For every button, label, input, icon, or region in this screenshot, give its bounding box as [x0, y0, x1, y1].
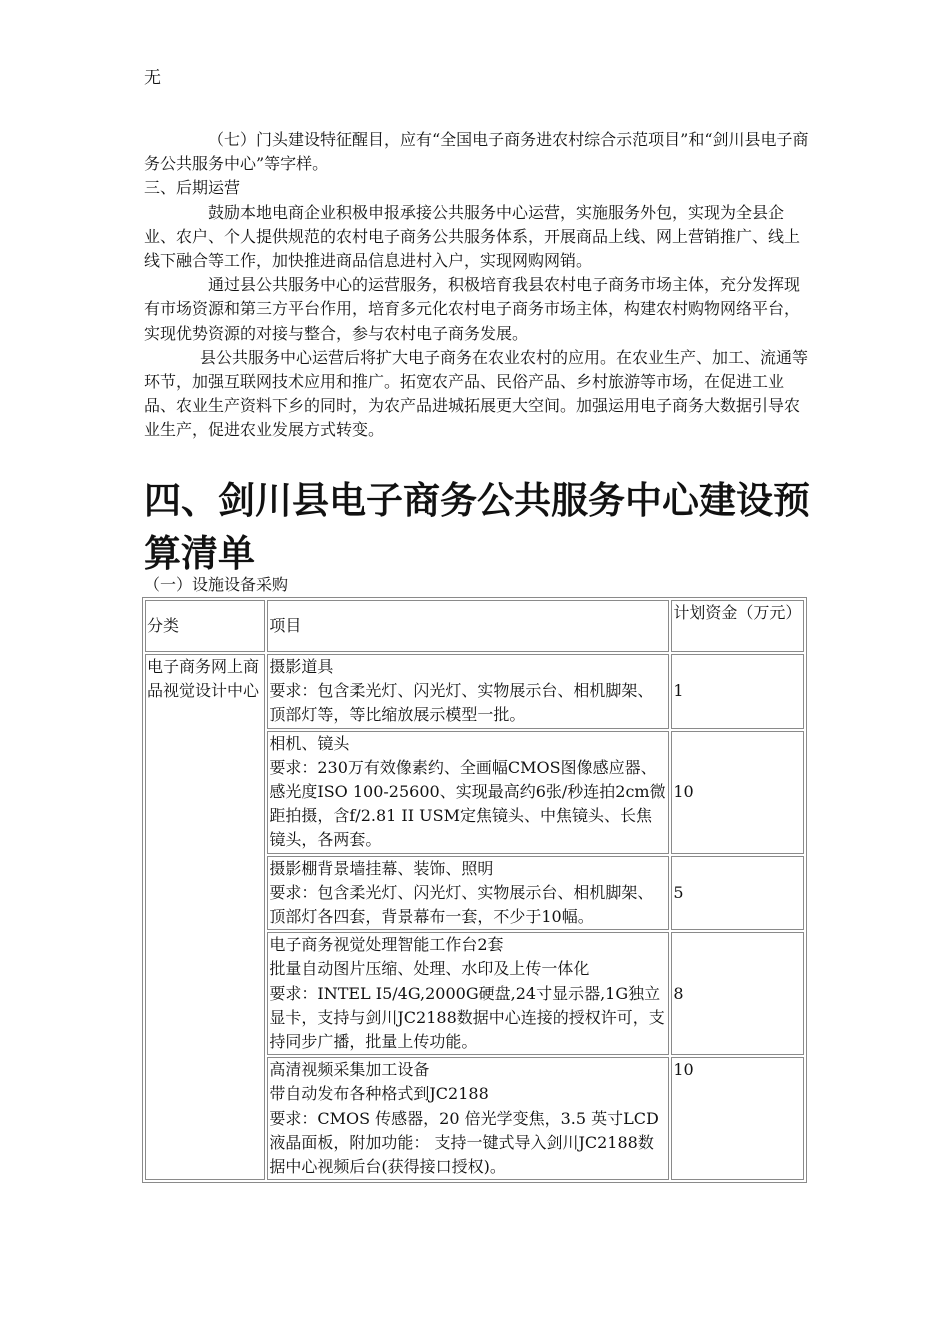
section-title: 四、剑川县电子商务公共服务中心建设预算清单 [144, 479, 810, 575]
paragraph-expand: 县公共服务中心运营后将扩大电子商务在农业农村的应用。在农业生产、加工、流通等环节，加强互联网技术应用和推广。拓宽农产品、民俗产品、乡村旅游等市场，在促进工业品、农业生产资料下乡的同时，为农产品进城拓展更大空间。加强运用电子商务大数据引导农业生产，促进农业发展方式转变。 [144, 347, 809, 440]
item-cell [267, 731, 669, 854]
amount-cell: 10 [671, 731, 804, 854]
amount-cell: 10 [671, 1057, 804, 1180]
item-requirement: 要求：CMOS 传感器，20 倍光学变焦，3.5 英寸LCD 液晶面板，附加功能： 支持一键式导入剑川JC2188数据中心视频后台(获得接口授权)。 [269, 1108, 659, 1177]
item-title: 摄影棚背景墙挂幕、装饰、照明 [269, 858, 494, 878]
body-text [144, 128, 809, 443]
paragraph-encourage: 鼓励本地电商企业积极申报承接公共服务中心运营，实施服务外包，实现为全县企业、农户、个人提供规范的农村电子商务公共服务体系，开展商品上线、网上营销推广、线上线下融合等工作，加快推进商品信息进村入户，实现网购网销。 [144, 202, 801, 271]
paragraph-door-sign: （七）门头建设特征醒目，应有“全国电子商务进农村综合示范项目”和“剑川县电子商务公共服务中心”等字样。 [144, 130, 809, 174]
budget-table [142, 597, 807, 1183]
header-amount: 计划资金（万元） [671, 600, 804, 652]
heading-operations: 三、后期运营 [144, 178, 241, 198]
item-requirement: 要求：230万有效像素约、全画幅CMOS图像感应器、感光度ISO 100-25600、实现最高约6张/秒连拍2cm微距拍摄，含f/2.81 II USM定焦镜头、中焦镜头、长焦镜头，各两套。 [269, 757, 666, 850]
item-requirement: 要求：包含柔光灯、闪光灯、实物展示台、相机脚架、顶部灯等，等比缩放展示模型一批。 [269, 681, 654, 725]
item-title: 摄影道具 [269, 657, 334, 676]
amount-cell: 1 [671, 654, 804, 729]
header-category: 分类 [145, 600, 265, 652]
amount-cell: 8 [671, 932, 804, 1055]
item-title: 相机、镜头 [269, 733, 350, 753]
amount-cell: 5 [671, 856, 804, 931]
item-requirement: 要求：包含柔光灯、闪光灯、实物展示台、相机脚架、顶部灯各四套，背景幕布一套，不少于10幅。 [269, 882, 654, 927]
category-cell: 电子商务网上商品视觉设计中心 [145, 654, 265, 1180]
item-title: 高清视频采集加工设备 [269, 1060, 430, 1080]
item-cell [267, 1057, 669, 1180]
header-item: 项目 [267, 600, 669, 652]
item-desc: 批量自动图片压缩、处理、水印及上传一体化 [269, 959, 590, 979]
table-header-row [145, 600, 804, 652]
page-header-text: 无 [144, 68, 161, 88]
item-desc: 带自动发布各种格式到JC2188 [269, 1084, 489, 1104]
item-cell [267, 856, 669, 931]
item-cell [267, 654, 669, 729]
table-row [145, 654, 804, 729]
item-title: 电子商务视觉处理智能工作台2套 [269, 935, 504, 955]
subsection-title: （一）设施设备采购 [144, 575, 289, 594]
paragraph-cultivate: 通过县公共服务中心的运营服务，积极培育我县农村电子商务市场主体，充分发挥现有市场资源和第三方平台作用，培育多元化农村电子商务市场主体，构建农村购物网络平台，实现优势资源的对接与整合，参与农村电子商务发展。 [144, 275, 801, 343]
item-cell [267, 932, 669, 1055]
item-requirement: 要求：INTEL I5/4G,2000G硬盘,24寸显示器,1G独立显卡，支持与剑川JC2188数据中心连接的授权许可，支持同步广播，批量上传功能。 [269, 983, 665, 1052]
